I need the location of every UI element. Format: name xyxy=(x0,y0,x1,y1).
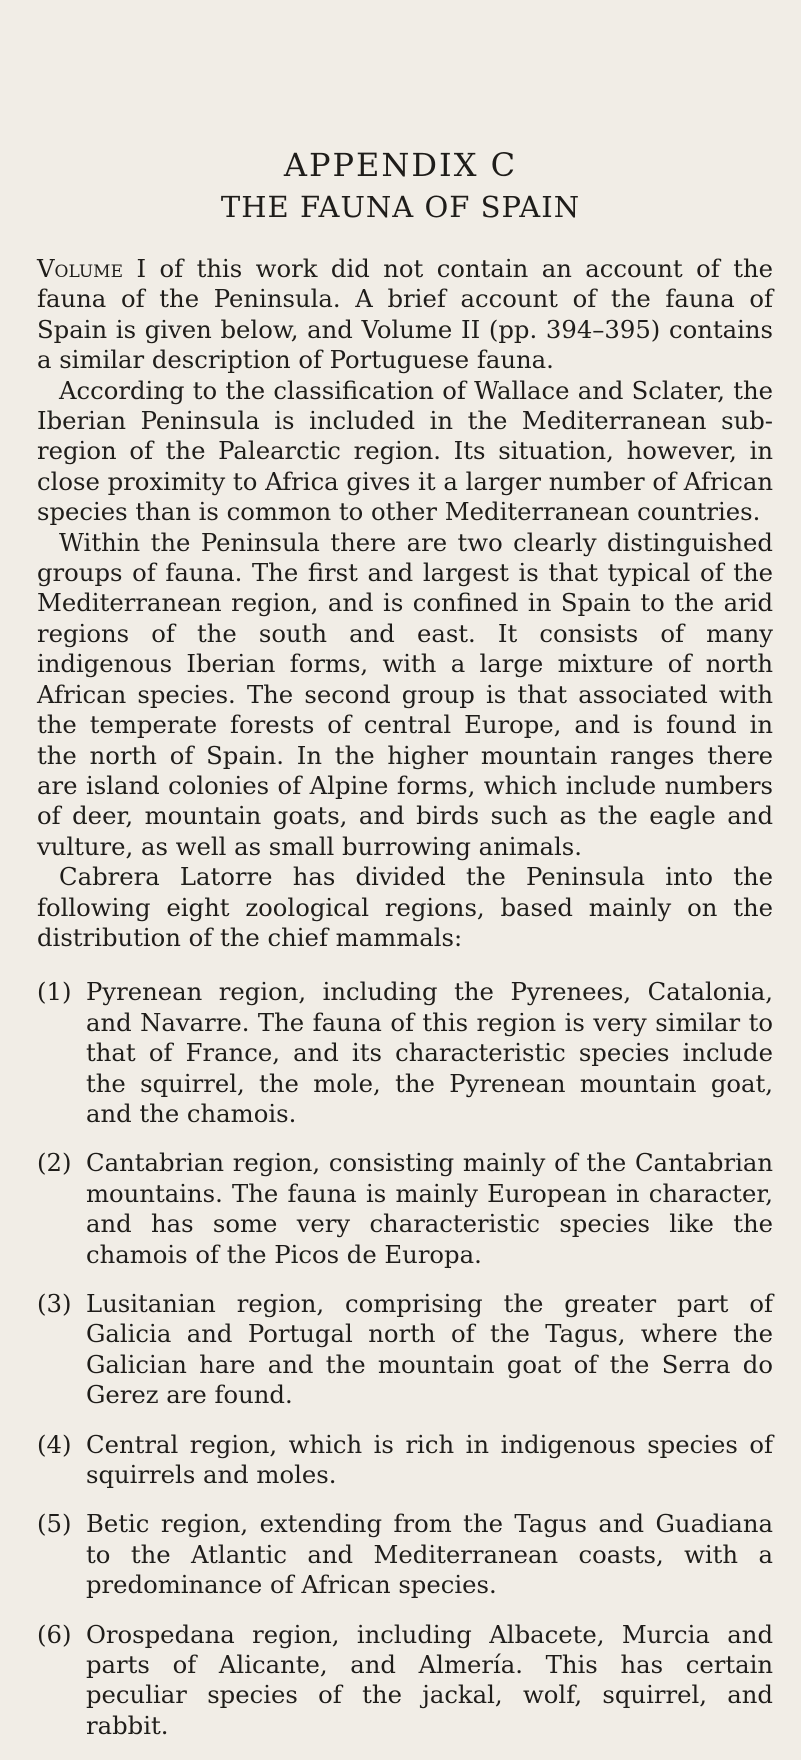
list-item xyxy=(37,1430,773,1491)
paragraph-text: I of this work did not contain an account of the fauna of the Peninsula. A brief account of the fauna of Spain is given below, and Volume II (pp. 394–395) contains a similar description of Portuguese fauna. xyxy=(37,254,773,375)
item-text: Cantabrian region, consisting mainly of the Cantabrian mountains. The fauna is mainly European in character, and has some very characteristic species like the chamois of the Picos de Europa. xyxy=(86,1148,773,1269)
item-number: (2) xyxy=(37,1148,72,1178)
item-number: (5) xyxy=(37,1509,72,1539)
paragraph-lead-word: Volume xyxy=(37,254,123,283)
region-list xyxy=(37,977,773,1741)
paragraph: Within the Peninsula there are two clearly distinguished groups of fauna. The first and largest is that typical of the Mediterranean region, and is confined in Spain to the arid regions of the south and east. It consists of many indigenous Iberian forms, with a large mixture of north African species. The second group is that associated with the temperate forests of central Europe, and is found in the north of Spain. In the higher mountain ranges there are island colonies of Alpine forms, which include numbers of deer, mountain goats, and birds such as the eagle and vulture, as well as small burrowing animals. xyxy=(37,527,773,861)
item-text: Pyrenean region, including the Pyrenees, Catalonia, and Navarre. The fauna of this region is very similar to that of France, and its characteristic species include the squirrel, the mole, the Pyrenean mountain goat, and the chamois. xyxy=(86,977,773,1128)
list-item xyxy=(37,1509,773,1600)
list-item xyxy=(37,1148,773,1270)
list-item xyxy=(37,1620,773,1742)
paragraph: According to the classification of Wallace and Sclater, the Iberian Peninsula is included in the Mediterranean sub-region of the Palearctic region. Its situation, however, in close proximity to Africa gives it a larger number of African species than is common to other Mediterranean countries. xyxy=(37,375,773,527)
paragraph xyxy=(37,254,773,376)
list-item xyxy=(37,977,773,1129)
chapter-title: THE FAUNA OF SPAIN xyxy=(220,190,581,224)
item-number: (3) xyxy=(37,1289,72,1318)
item-text: Lusitanian region, comprising the greater part of Galicia and Portugal north of the Tagus, where the Galician hare and the mountain goat of the Serra do Gerez are found. xyxy=(86,1289,773,1410)
list-item xyxy=(37,1289,773,1411)
item-text: Betic region, extending from the Tagus and Guadiana to the Atlantic and Mediterranean coasts, with a predominance of African species. xyxy=(86,1509,773,1600)
item-number: (4) xyxy=(37,1429,72,1459)
item-text: Orospedana region, including Albacete, Murcia and parts of Alicante, and Almería. This has certain peculiar species of the jackal, wolf, squirrel, and rabbit. xyxy=(86,1619,773,1740)
paragraph: Cabrera Latorre has divided the Peninsula into the following eight zoological regions, based mainly on the distribution of the chief mammals: xyxy=(37,862,773,952)
item-text: Central region, which is rich in indigenous species of squirrels and moles. xyxy=(86,1429,773,1490)
item-number: (1) xyxy=(37,977,72,1007)
appendix-heading: APPENDIX C xyxy=(283,146,518,184)
item-number: (6) xyxy=(37,1619,72,1649)
body-text xyxy=(37,254,773,1760)
